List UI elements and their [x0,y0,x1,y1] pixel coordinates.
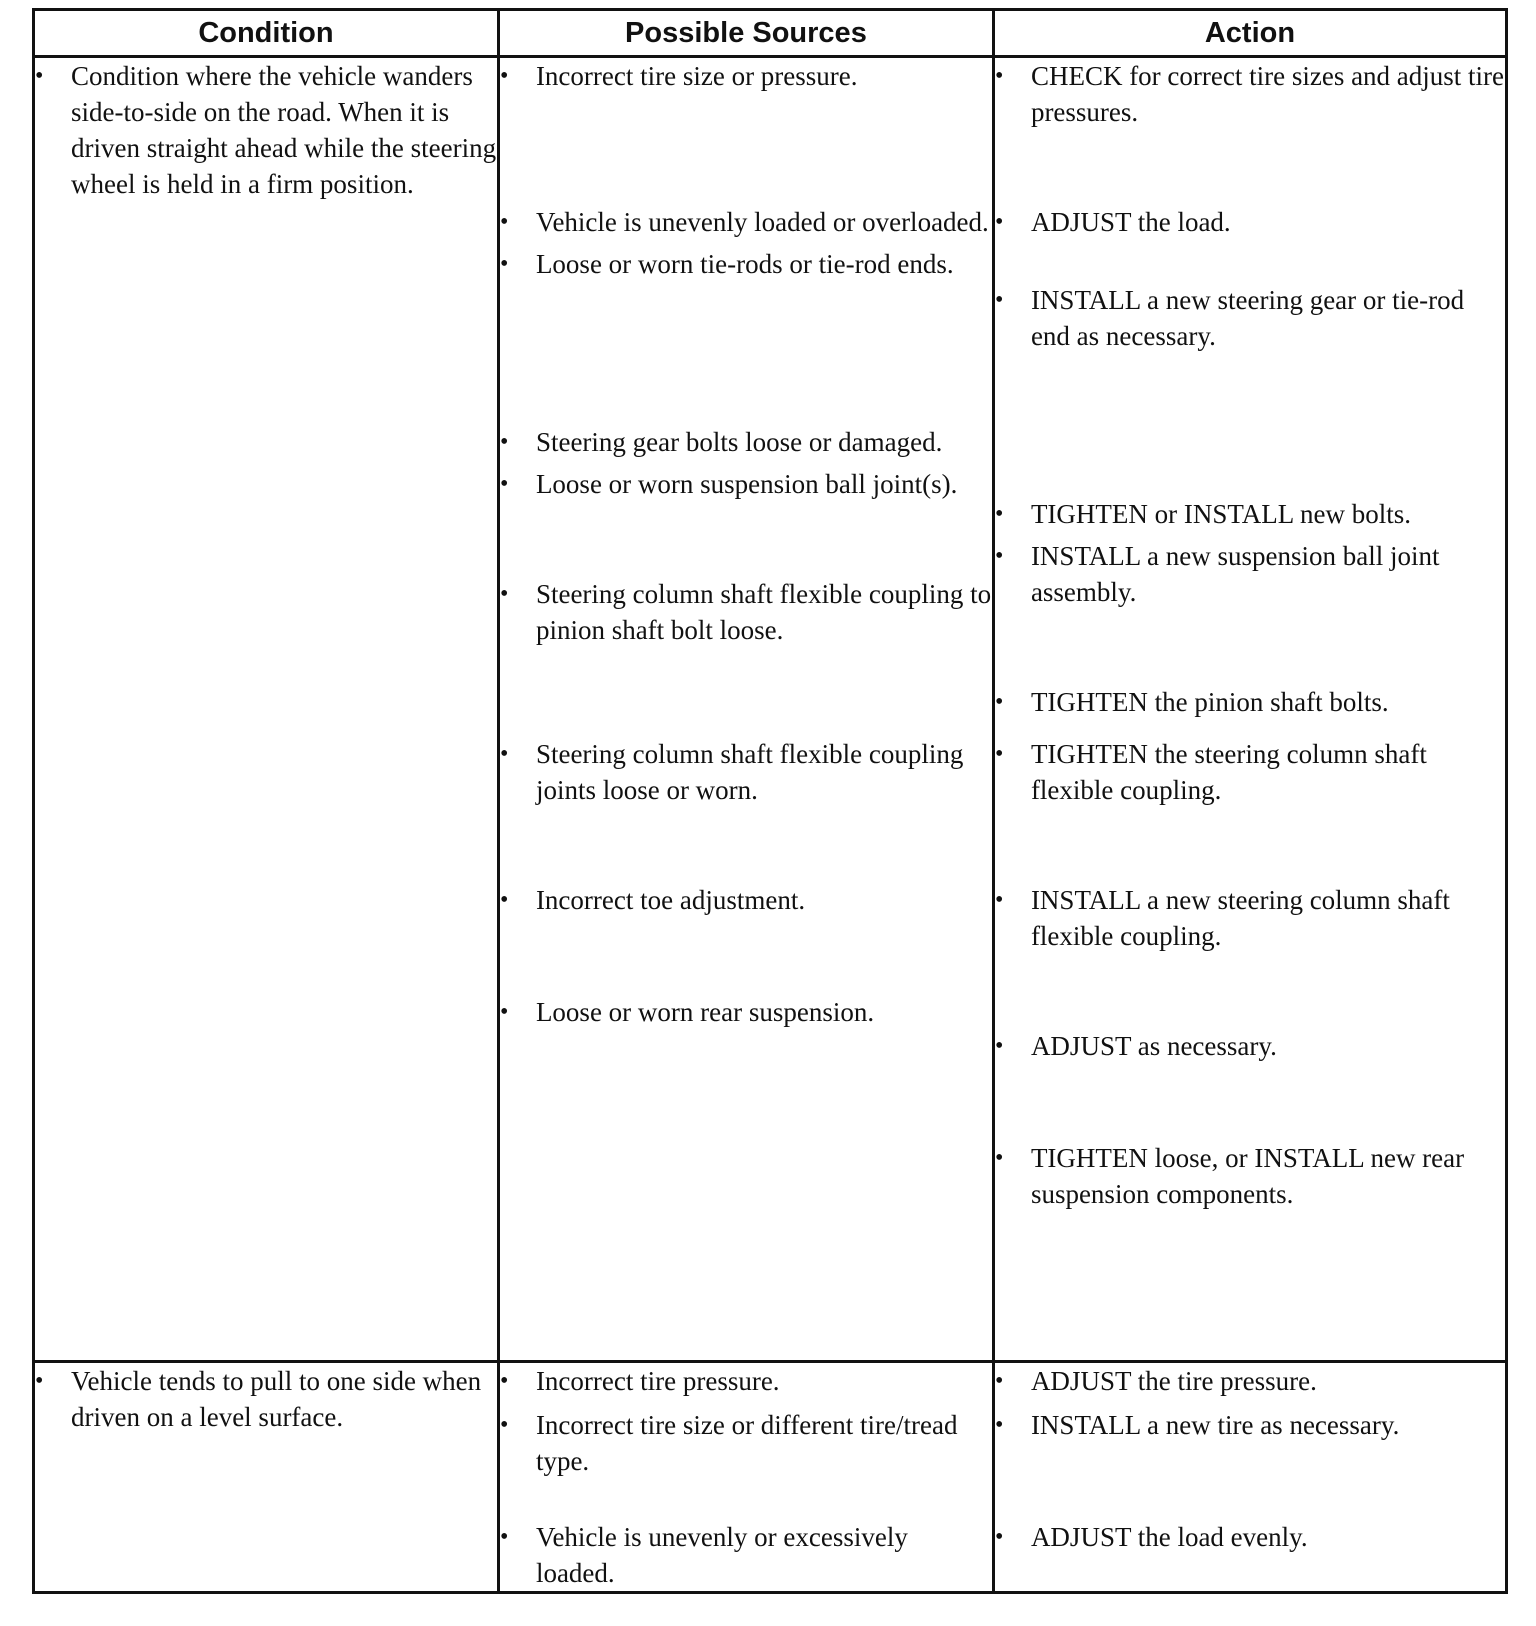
action-cell [993,1362,1506,1593]
table-row [34,57,1507,1362]
action-item: • TIGHTEN the pinion shaft bolts. [995,684,1505,720]
action-item: • ADJUST the tire pressure. [995,1363,1505,1399]
condition-text: • Condition where the vehicle wanders side-to-side on the road. When it is driven straight ahead while the steering wheel is held in a firm position. [35,58,497,202]
source-item: • Steering gear bolts loose or damaged. [500,424,992,460]
action-item: • ADJUST the load evenly. [995,1519,1505,1555]
source-item: • Loose or worn tie-rods or tie-rod ends. [500,246,992,282]
header-action: Action [993,10,1506,57]
header-possible-sources: Possible Sources [498,10,993,57]
source-item: • Incorrect tire size or pressure. [500,58,992,94]
table-row [34,1362,1507,1593]
action-item: • INSTALL a new suspension ball joint assembly. [995,538,1505,610]
diagnosis-table [32,8,1508,1594]
source-item: • Incorrect tire size or different tire/tread type. [500,1407,992,1479]
header-row [34,10,1507,57]
source-item: • Vehicle is unevenly or excessively loaded. [500,1519,992,1591]
source-item: • Loose or worn rear suspension. [500,994,992,1030]
action-item: • TIGHTEN loose, or INSTALL new rear suspension components. [995,1140,1505,1212]
action-item: • TIGHTEN the steering column shaft flexible coupling. [995,736,1505,808]
sources-cell [498,1362,993,1593]
condition-cell [34,57,499,1362]
source-item: • Incorrect tire pressure. [500,1363,992,1399]
sources-cell [498,57,993,1362]
action-cell [993,57,1506,1362]
source-item: • Vehicle is unevenly loaded or overloaded. [500,204,992,240]
condition-text: • Vehicle tends to pull to one side when driven on a level surface. [35,1363,497,1435]
header-condition: Condition [34,10,499,57]
condition-cell [34,1362,499,1593]
source-item: • Steering column shaft flexible coupling to pinion shaft bolt loose. [500,576,992,648]
action-item: • TIGHTEN or INSTALL new bolts. [995,496,1505,532]
action-item: • INSTALL a new steering column shaft flexible coupling. [995,882,1505,954]
source-item: • Incorrect toe adjustment. [500,882,992,918]
action-item: • INSTALL a new steering gear or tie-rod end as necessary. [995,282,1505,354]
source-item: • Steering column shaft flexible coupling joints loose or worn. [500,736,992,808]
source-item: • Loose or worn suspension ball joint(s). [500,466,992,502]
action-item: • ADJUST as necessary. [995,1028,1505,1064]
action-item: • INSTALL a new tire as necessary. [995,1407,1505,1443]
action-item: • ADJUST the load. [995,204,1505,240]
action-item: • CHECK for correct tire sizes and adjust tire pressures. [995,58,1505,130]
